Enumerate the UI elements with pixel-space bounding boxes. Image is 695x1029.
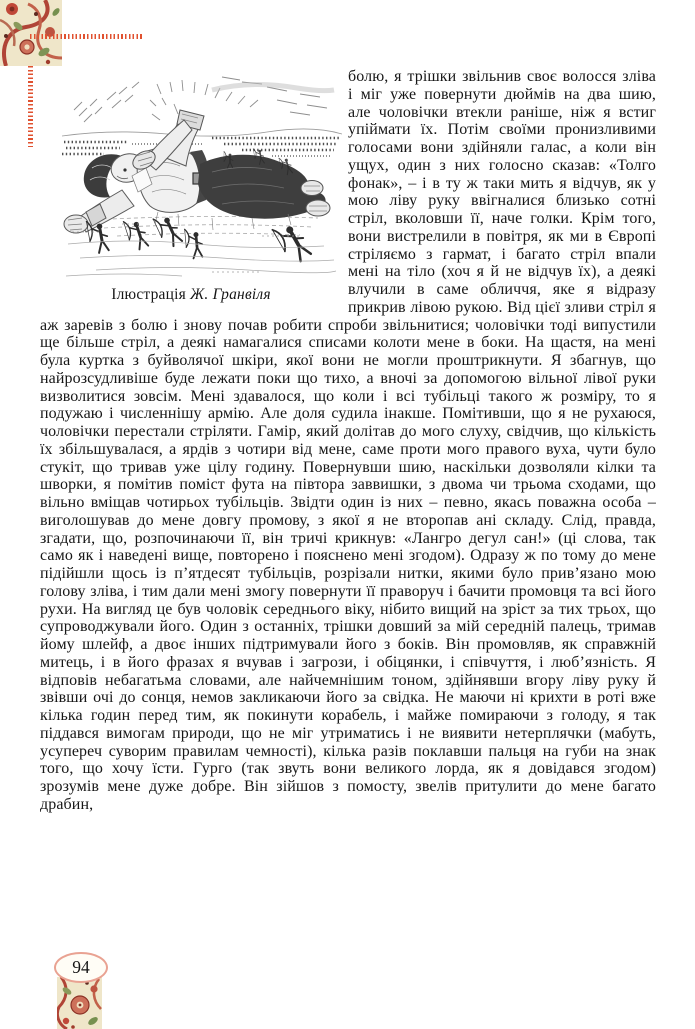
figure-caption xyxy=(40,286,342,304)
page-number: 94 xyxy=(72,957,90,977)
caption-prefix: Ілюстрація xyxy=(111,286,186,303)
footer-ornament-icon xyxy=(57,977,102,1029)
dashed-rule-horizontal xyxy=(30,34,142,39)
body-text: болю, я трішки звільнив своє волосся зліва і міг уже повернути дюймів на два шию, але чоловічки втекли раніше, ніж я встиг упіймати їх. Потім своїми пронизливими голосами вони здійняли галас, а коли він ущух, один з них голосно сказав: «Толго фонак», – і в ту ж таки мить я відчув, як у мою ліву руку ввігналися близько сотні стріл, вколовши її, наче голки. Крім того, вони вистрелили в повітря, як ми в Європі стріляємо з гармат, і багато стріл впали мені на тіло (хоч я й не відчув їх), а деякі влучили в саме обличчя, яке я відразу прикрив лівою рукою. Від цієї зливи стріл я аж заревів з болю і знову почав робити спроби звільнитися; чоловічки тоді випустили ще більше стріл, а деякі намагалися списами колоти мене в боки. На щастя, на мені була куртка з буйволячої шкіри, якої вони не могли проштрикнути. Я збагнув, що найрозсудливіше буде лежати поки що тихо, а вночі за допомогою вільної лівої руки визволитися зовсім. Мені здавалося, що коли і всі тубільці такого ж розміру, то я подужаю і численнішу армію. Але доля судила інакше. Помітивши, що я не рухаюся, чоловічки перестали стріляти. Гамір, який долітав до мого слуху, свідчив, що кількість їх збільшувалася, а ярдів з чотири від мене, саме проти мого правого вуха, чути було стукіт, що тривав уже цілу годину. Повернувши шию, наскільки дозволяли кілки та шворки, я помітив поміст фута на півтора заввишки, з двома чи трьома сходами, що вільно вміщав чотирьох тубільців. Звідти один із них – певно, якась поважна особа – виголошував до мене довгу промову, з якої я не второпав ані складу. Слід, правда, згадати, що, розпочинаючи її, він тричі крикнув: «Лангро дегул сан!» (ці слова, так само як і наведені вище, повторено і пояснено мені згодом). Одразу ж по тому до мене підійшли щось із п’ятдесят тубільців, розрізали нитки, якими було прив’язано мою голову зліва, і тим дали мені змогу повернути її праворуч і бачити промовця та всі його рухи. На вигляд це був чоловік середнього віку, нібито вищий на зріст за тих трьох, що супроводжували його. Один з останніх, трішки довший за мій середній палець, тримав йому шлейф, а двоє інших підтримували його з боків. Він промовляв, як справжній митець, і в його фразах я вчував і загрози, і обіцянки, і співчуття, і люб’язність. Я відповів небагатьма словами, але найчемнішим тоном, здійнявши вгору ліву руку й звівши очі до сонця, немов закликаючи його за свідка. Не маючи ні крихти в роті вже кілька годин перед тим, як покинути корабель, і майже помираючи з голоду, я так піддався вимогам природи, що не міг утриматись і не виявити нетерплячки (мабуть, усупереч суворим правилам чемності), кілька разів поклавши пальця на губи на знак того, що хочу їсти. Гурго (так звуть вони великого лорда, як я довідався згодом) зрозумів мене дуже добре. Він зійшов з помосту, звелів притулити до мене багато драбин, xyxy=(40,68,656,813)
illustration-figure xyxy=(40,72,342,304)
caption-author: Ж. Гранвіля xyxy=(190,286,271,303)
dashed-rule-vertical xyxy=(28,66,33,147)
page-number-badge xyxy=(54,952,108,983)
gulliver-illustration xyxy=(62,72,342,279)
